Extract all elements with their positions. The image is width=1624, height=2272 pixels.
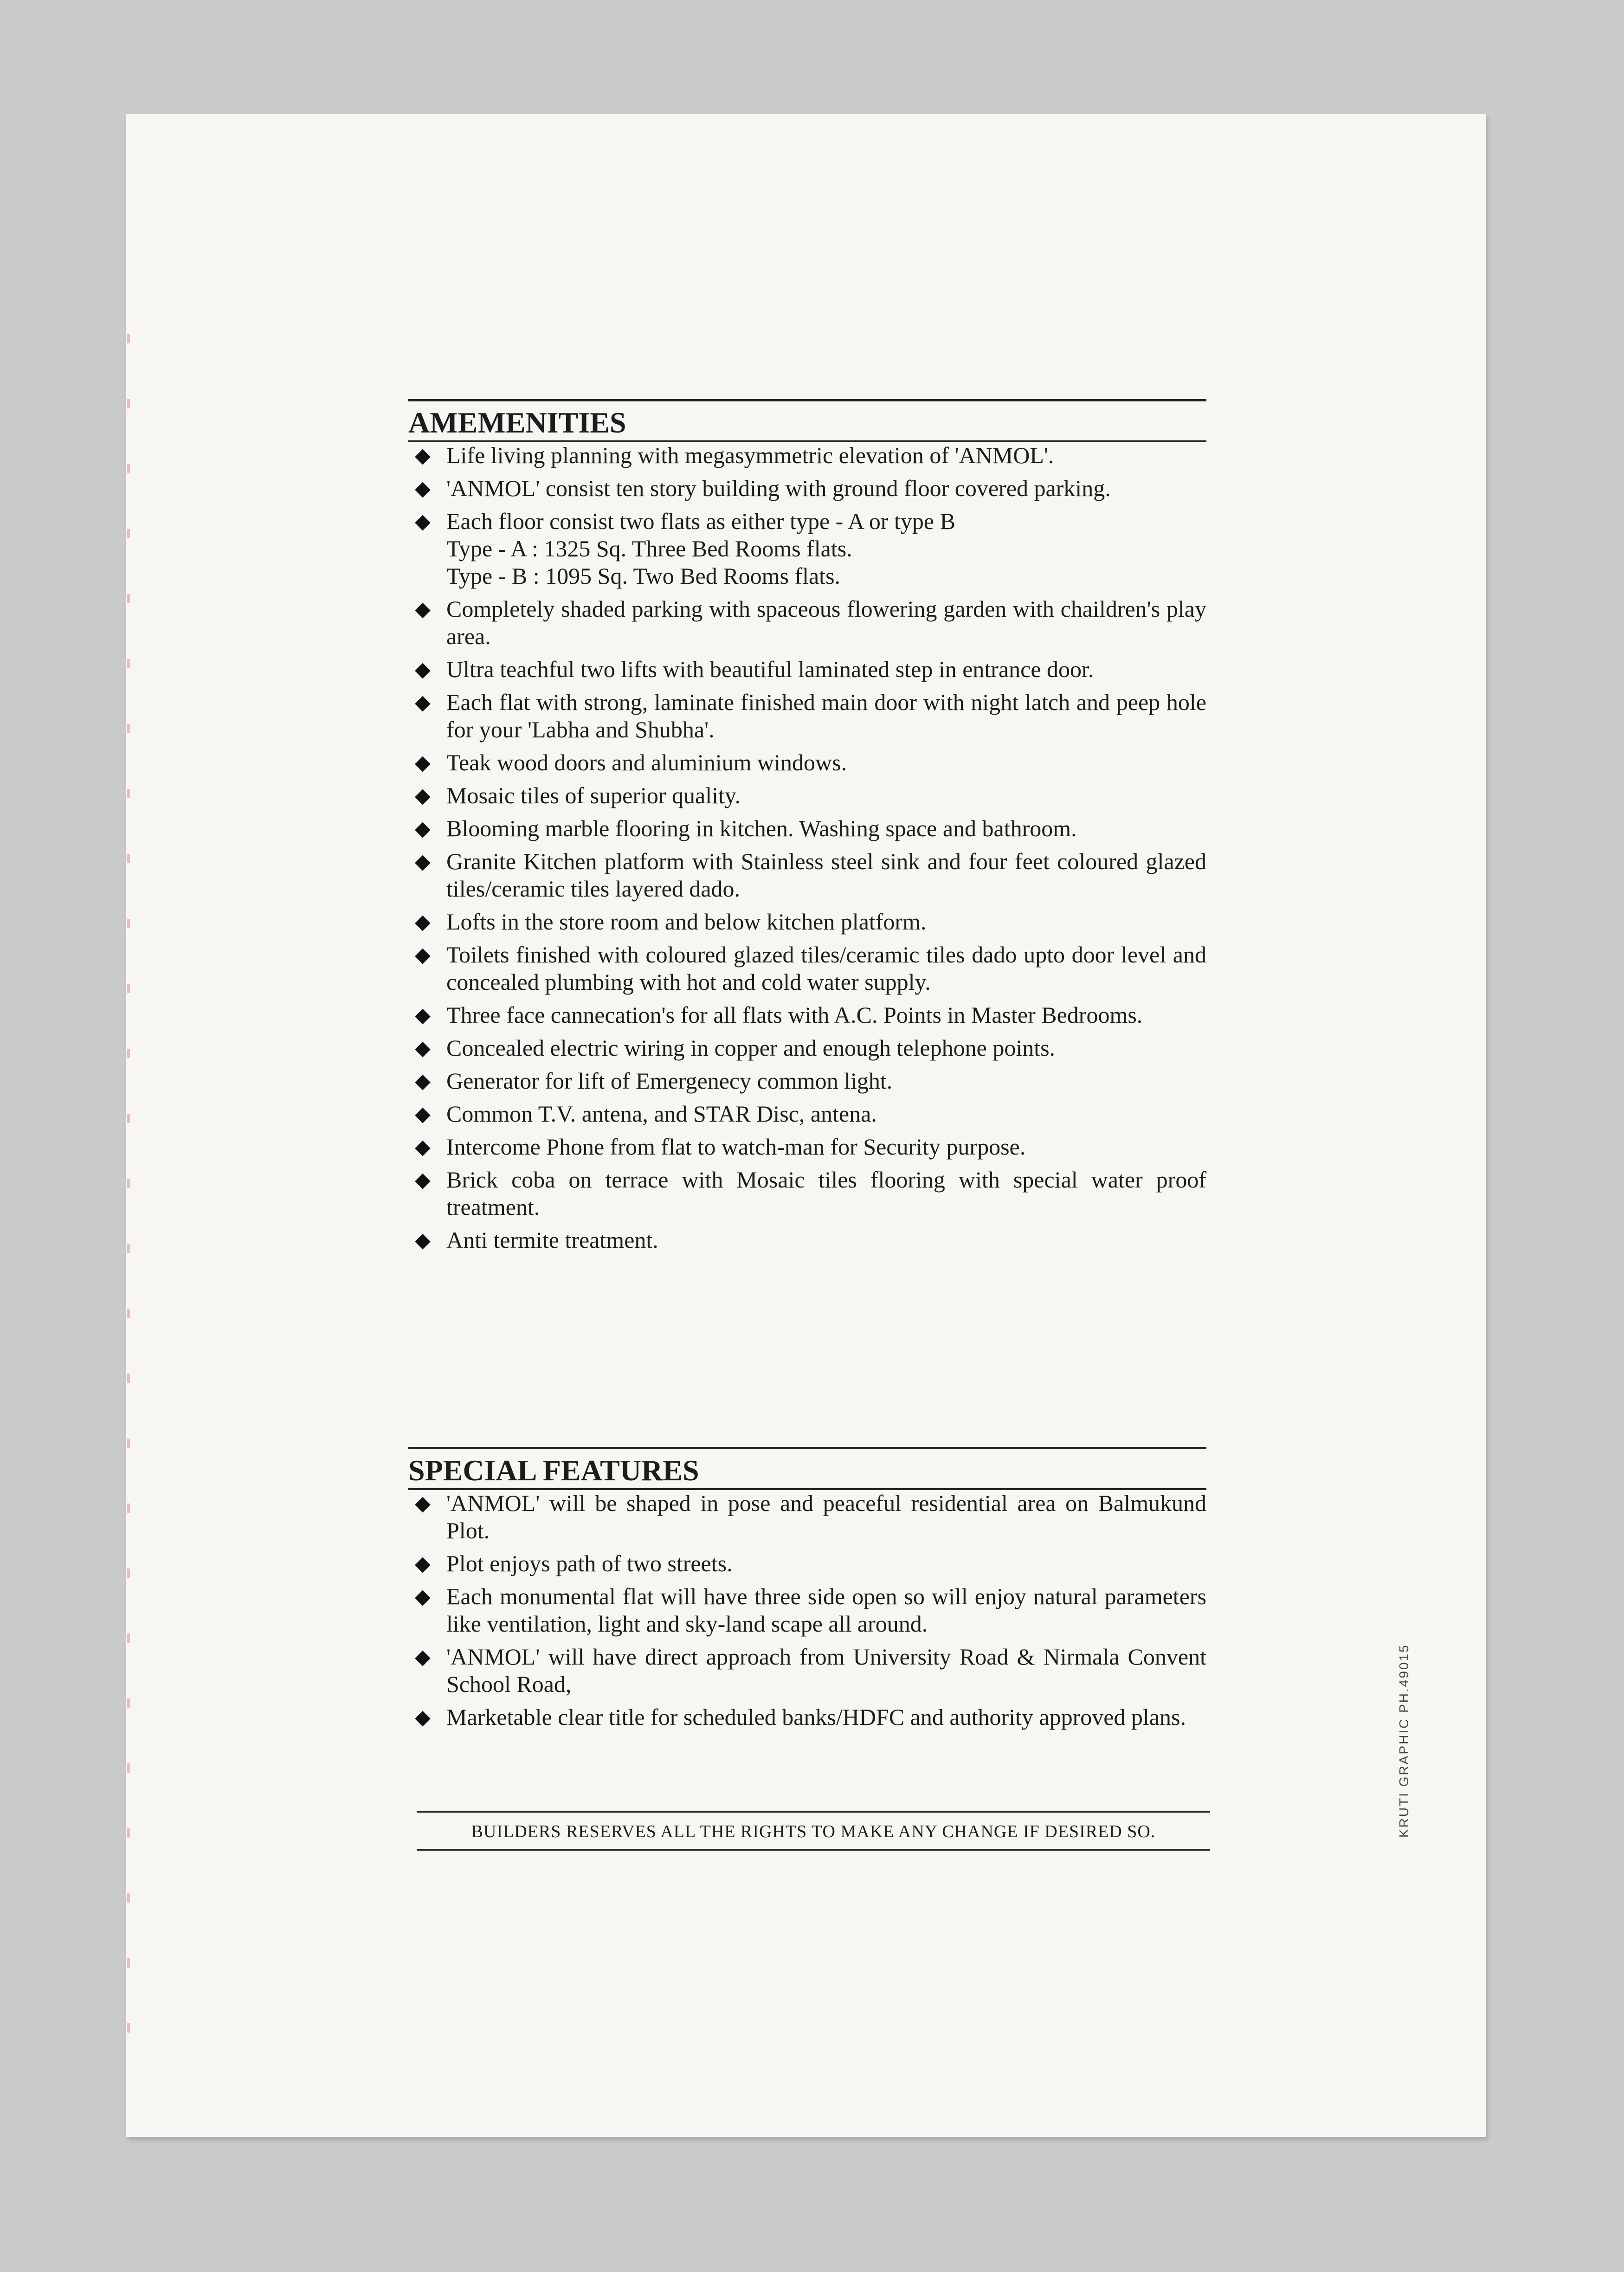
list-item-text: Ultra teachful two lifts with beautiful laminated step in entrance door.	[446, 656, 1094, 682]
amenities-heading	[408, 399, 1206, 442]
list-item	[408, 1226, 1206, 1254]
list-item-subline: Type - A : 1325 Sq. Three Bed Rooms flats.	[446, 536, 852, 562]
list-item	[408, 1583, 1206, 1638]
diamond-bullet-icon: ◆	[415, 1168, 431, 1191]
list-item	[408, 815, 1206, 842]
list-item-text: Completely shaded parking with spaceous flowering garden with chaildren's play area.	[446, 596, 1206, 649]
list-item	[408, 689, 1206, 743]
diamond-bullet-icon: ◆	[415, 658, 431, 681]
list-item	[408, 1067, 1206, 1095]
list-item-text: Mosaic tiles of superior quality.	[446, 782, 741, 808]
diamond-bullet-icon: ◆	[415, 784, 431, 807]
list-item-text: Life living planning with megasymmetric elevation of 'ANMOL'.	[446, 442, 1054, 468]
special-features-heading	[408, 1447, 1206, 1490]
list-item-text: Blooming marble flooring in kitchen. Washing space and bathroom.	[446, 815, 1077, 841]
diamond-bullet-icon: ◆	[415, 1070, 431, 1092]
list-item-text: Each flat with strong, laminate finished main door with night latch and peep hole for your 'Labha and Shubha'.	[446, 689, 1206, 742]
diamond-bullet-icon: ◆	[415, 477, 431, 500]
list-item-text: Concealed electric wiring in copper and enough telephone points.	[446, 1035, 1056, 1061]
diamond-bullet-icon: ◆	[415, 910, 431, 933]
diamond-bullet-icon: ◆	[415, 850, 431, 873]
list-item	[408, 595, 1206, 650]
list-item-text: Marketable clear title for scheduled banks/HDFC and authority approved plans.	[446, 1704, 1186, 1730]
diamond-bullet-icon: ◆	[415, 1585, 431, 1608]
list-item	[408, 908, 1206, 936]
list-item-text: Intercome Phone from flat to watch-man for Security purpose.	[446, 1134, 1026, 1160]
diamond-bullet-icon: ◆	[415, 1229, 431, 1252]
list-item	[408, 1166, 1206, 1221]
printer-imprint: KRUTI GRAPHIC PH.49015	[1397, 1644, 1411, 1838]
list-item-text: Granite Kitchen platform with Stainless steel sink and four feet coloured glazed tiles/ceramic tiles layered dado.	[446, 848, 1206, 902]
disclaimer-note: BUILDERS RESERVES ALL THE RIGHTS TO MAKE ANY CHANGE IF DESIRED SO.	[417, 1811, 1210, 1851]
diamond-bullet-icon: ◆	[415, 817, 431, 840]
list-item-subline: Type - B : 1095 Sq. Two Bed Rooms flats.	[446, 563, 841, 589]
list-item-text: Toilets finished with coloured glazed tiles/ceramic tiles dado upto door level and concealed plumbing with hot and cold water supply.	[446, 942, 1206, 995]
diamond-bullet-icon: ◆	[415, 943, 431, 966]
list-item-text: Each floor consist two flats as either type - A or type B	[446, 508, 955, 534]
list-item-text: 'ANMOL' will be shaped in pose and peaceful residential area on Balmukund Plot.	[446, 1490, 1206, 1543]
list-item-text: Plot enjoys path of two streets.	[446, 1550, 733, 1576]
list-item	[408, 1034, 1206, 1062]
list-item	[408, 848, 1206, 903]
diamond-bullet-icon: ◆	[415, 1103, 431, 1125]
list-item-text: Generator for lift of Emergenecy common light.	[446, 1068, 893, 1094]
diamond-bullet-icon: ◆	[415, 510, 431, 533]
amenities-list	[408, 442, 1206, 1259]
list-item	[408, 941, 1206, 996]
diamond-bullet-icon: ◆	[415, 691, 431, 714]
list-item	[408, 508, 1206, 590]
list-item	[408, 475, 1206, 502]
list-item	[408, 656, 1206, 683]
list-item	[408, 749, 1206, 776]
list-item	[408, 1643, 1206, 1698]
diamond-bullet-icon: ◆	[415, 751, 431, 774]
amenities-title: AMEMENITIES	[408, 406, 629, 439]
diamond-bullet-icon: ◆	[415, 598, 431, 620]
diamond-bullet-icon: ◆	[415, 1552, 431, 1575]
diamond-bullet-icon: ◆	[415, 1136, 431, 1158]
list-item	[408, 1100, 1206, 1128]
diamond-bullet-icon: ◆	[415, 1646, 431, 1668]
list-item-text: Anti termite treatment.	[446, 1227, 658, 1253]
diamond-bullet-icon: ◆	[415, 1706, 431, 1729]
list-item-text: Common T.V. antena, and STAR Disc, antena.	[446, 1101, 877, 1127]
list-item	[408, 1490, 1206, 1544]
special-features-title: SPECIAL FEATURES	[408, 1454, 702, 1487]
list-item-text: Teak wood doors and aluminium windows.	[446, 749, 847, 775]
special-features-list	[408, 1490, 1206, 1736]
list-item	[408, 1704, 1206, 1731]
diamond-bullet-icon: ◆	[415, 1492, 431, 1515]
list-item	[408, 442, 1206, 469]
list-item-text: Brick coba on terrace with Mosaic tiles flooring with special water proof treatment.	[446, 1167, 1206, 1220]
list-item	[408, 782, 1206, 809]
diamond-bullet-icon: ◆	[415, 1037, 431, 1059]
list-item-text: Lofts in the store room and below kitchen platform.	[446, 909, 927, 935]
list-item-text: 'ANMOL' consist ten story building with ground floor covered parking.	[446, 475, 1111, 501]
list-item	[408, 1001, 1206, 1029]
list-item-text: Three face cannecation's for all flats with A.C. Points in Master Bedrooms.	[446, 1002, 1143, 1028]
list-item-text: 'ANMOL' will have direct approach from University Road & Nirmala Convent School Road,	[446, 1644, 1206, 1697]
list-item	[408, 1550, 1206, 1577]
list-item-text: Each monumental flat will have three side open so will enjoy natural parameters like ventilation, light and sky-land scape all around.	[446, 1583, 1206, 1637]
diamond-bullet-icon: ◆	[415, 1004, 431, 1026]
diamond-bullet-icon: ◆	[415, 444, 431, 467]
list-item	[408, 1133, 1206, 1161]
